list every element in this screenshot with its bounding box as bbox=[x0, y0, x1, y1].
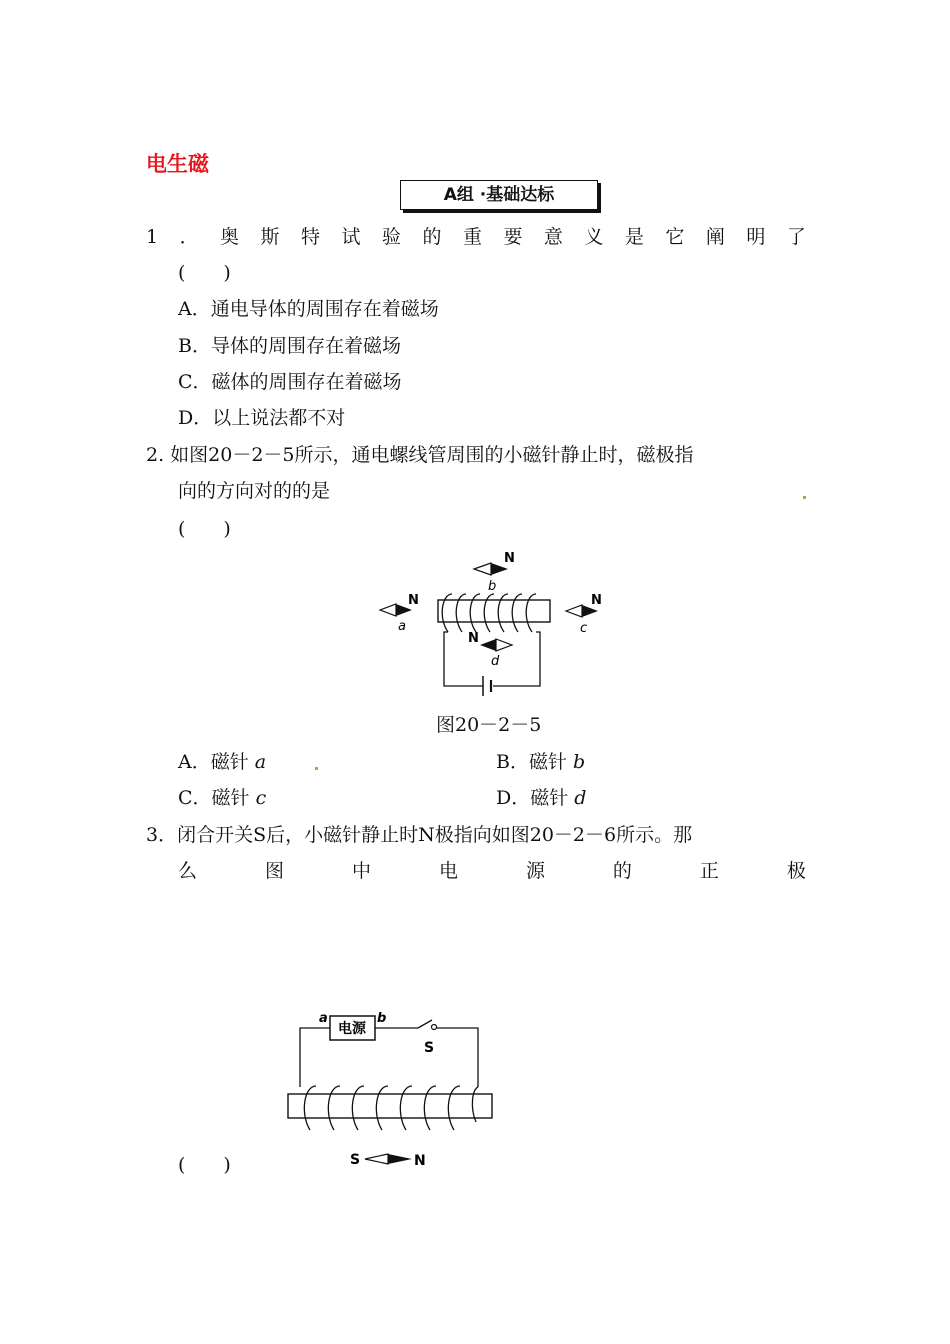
terminal-b-label: b bbox=[377, 1011, 387, 1026]
q3-char: 中 bbox=[351, 860, 371, 882]
q3-char: 的 bbox=[612, 860, 632, 882]
q3-stem-line2 bbox=[178, 856, 806, 886]
q1-char: 重 bbox=[462, 226, 482, 248]
circuit-wire-left bbox=[300, 1028, 330, 1087]
q1-option-d: D．以上说法都不对 bbox=[178, 407, 346, 429]
figure-20-2-5 bbox=[370, 548, 620, 698]
q1-char: 1 bbox=[146, 226, 159, 248]
q1-option-a: A．通电导体的周围存在着磁场 bbox=[178, 298, 439, 320]
q1-char: 义 bbox=[584, 226, 604, 248]
needle-b bbox=[474, 563, 508, 575]
q1-option-c: C．磁体的周围存在着磁场 bbox=[178, 371, 402, 393]
needle-b-label: b bbox=[488, 579, 497, 594]
q2-option-d: D．磁针 d bbox=[496, 787, 587, 809]
q3-stem-line1: 3．闭合开关S后，小磁针静止时N极指向如图20－2－6所示。那 bbox=[146, 824, 693, 846]
q2-stem-line1: 2. 如图20－2－5所示，通电螺线管周围的小磁针静止时，磁极指 bbox=[146, 444, 694, 466]
switch-contact bbox=[432, 1025, 437, 1030]
q3-char: 源 bbox=[525, 860, 545, 882]
q1-answer-paren: ( ) bbox=[178, 262, 231, 284]
q3-char: 么 bbox=[178, 860, 198, 882]
terminal-a-label: a bbox=[319, 1011, 328, 1026]
q2-stem-line2: 向的方向对的的是 bbox=[178, 480, 331, 502]
q3-char: 电 bbox=[438, 860, 458, 882]
circuit-wire-right bbox=[435, 1028, 478, 1087]
stray-dot bbox=[803, 496, 806, 499]
stray-dot bbox=[315, 767, 318, 770]
power-source-label: 电源 bbox=[338, 1021, 366, 1037]
q1-char: 奥 bbox=[220, 226, 240, 248]
needle-n-label: N bbox=[414, 1153, 426, 1169]
switch-lever bbox=[418, 1020, 432, 1028]
compass-needle bbox=[365, 1154, 412, 1164]
needle-a-north-label: N bbox=[408, 593, 419, 608]
needle-a-label: a bbox=[398, 619, 406, 634]
q1-char: 它 bbox=[665, 226, 685, 248]
q1-char: 试 bbox=[341, 226, 361, 248]
solenoid-core bbox=[288, 1094, 492, 1118]
figure-caption: 图20－2－5 bbox=[436, 714, 542, 736]
q1-stem bbox=[146, 222, 806, 252]
needle-d-label: d bbox=[491, 654, 500, 669]
q1-char: 斯 bbox=[260, 226, 280, 248]
q2-answer-paren: ( ) bbox=[178, 518, 231, 540]
needle-c-north-label: N bbox=[591, 593, 602, 608]
needle-c-label: c bbox=[580, 621, 588, 636]
figure-20-2-6 bbox=[280, 1002, 510, 1174]
q1-char: 是 bbox=[624, 226, 644, 248]
q3-char: 图 bbox=[264, 860, 284, 882]
q1-char: 明 bbox=[746, 226, 766, 248]
q1-char: 的 bbox=[422, 226, 442, 248]
q2-option-a: A．磁针 a bbox=[178, 751, 267, 773]
q1-char: 特 bbox=[301, 226, 321, 248]
q2-option-c: C．磁针 c bbox=[178, 787, 267, 809]
q3-answer-paren: ( ) bbox=[178, 1154, 231, 1176]
page-title: 电生磁 bbox=[146, 152, 209, 176]
solenoid-core bbox=[438, 600, 550, 622]
q2-option-b: B．磁针 b bbox=[496, 751, 586, 773]
q1-char: 要 bbox=[503, 226, 523, 248]
q1-char: 验 bbox=[381, 226, 401, 248]
q1-char: ． bbox=[179, 226, 199, 248]
q1-char: 阐 bbox=[705, 226, 725, 248]
group-label: A组 ·基础达标 bbox=[400, 180, 598, 210]
q1-option-b: B．导体的周围存在着磁场 bbox=[178, 335, 401, 357]
q3-char: 极 bbox=[786, 860, 806, 882]
needle-b-north-label: N bbox=[504, 551, 515, 566]
q1-char: 了 bbox=[786, 226, 806, 248]
switch-label: S bbox=[424, 1040, 435, 1056]
needle-s-label: S bbox=[350, 1152, 361, 1168]
q1-char: 意 bbox=[543, 226, 563, 248]
needle-d bbox=[480, 639, 512, 651]
q3-char: 正 bbox=[699, 860, 719, 882]
needle-d-north-label: N bbox=[468, 631, 479, 646]
